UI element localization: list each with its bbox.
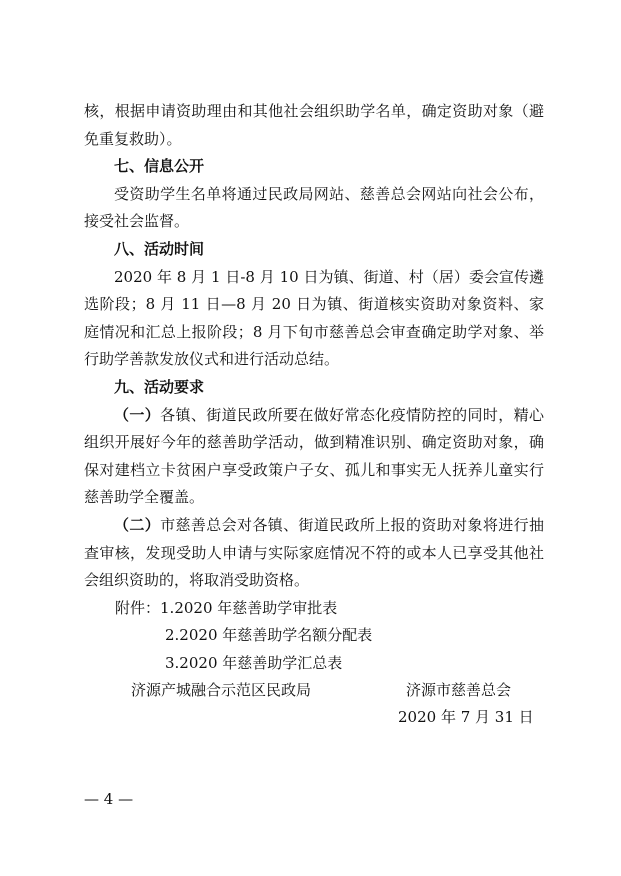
section-heading-8: 八、活动时间 xyxy=(114,239,205,258)
section-heading-9: 九、活动要求 xyxy=(114,377,205,396)
page-number: — 4 — xyxy=(84,790,134,808)
requirement-1 xyxy=(84,402,544,512)
attachment-label: 附件： xyxy=(115,598,161,617)
attachment-item-2: 2.2020 年慈善助学名额分配表 xyxy=(165,626,373,645)
paragraph-info-disclosure: 受资助学生名单将通过民政局网站、慈善总会网站向社会公布，接受社会监督。 xyxy=(84,184,544,231)
requirement-1-label: （一） xyxy=(114,405,161,424)
attachment-item-3: 3.2020 年慈善助学汇总表 xyxy=(165,653,343,672)
requirement-1-text: 各镇、街道民政所要在做好常态化疫情防控的同时，精心组织开展好今年的慈善助学活动，做到精准识别、确定资助对象，确保对建档立卡贫困户享受政策户子女、孤儿和事实无人抚养儿童实行慈善助学全覆盖。 xyxy=(84,405,544,507)
document-body xyxy=(84,98,544,677)
requirement-2 xyxy=(84,512,544,595)
requirement-2-text: 市慈善总会对各镇、街道民政所上报的资助对象将进行抽查审核，发现受助人申请与实际家庭情况不符的或本人已享受其他社会组织资助的，将取消受助资格。 xyxy=(84,515,544,590)
paragraph-continued: 核，根据申请资助理由和其他社会组织助学名单，确定资助对象（避免重复救助）。 xyxy=(84,102,544,148)
requirement-2-label: （二） xyxy=(114,515,161,534)
signature-date: 2020 年 7 月 31 日 xyxy=(398,708,534,726)
attachment-item-1: 1.2020 年慈善助学审批表 xyxy=(160,598,338,617)
section-heading-7: 七、信息公开 xyxy=(114,157,205,176)
paragraph-activity-time: 2020 年 8 月 1 日-8 月 10 日为镇、街道、村（居）委会宣传遴选阶段；8 月 11 日—8 月 20 日为镇、街道核实资助对象资料、家庭情况和汇总上报阶段；8 月下旬市慈善总会审查确定助学对象、举行助学善款发放仪式和进行活动总结。 xyxy=(84,267,544,369)
signature-org-civil-affairs: 济源产城融合示范区民政局 xyxy=(131,681,312,699)
signature-org-charity: 济源市慈善总会 xyxy=(406,681,512,699)
attachment-line-1 xyxy=(84,595,544,623)
